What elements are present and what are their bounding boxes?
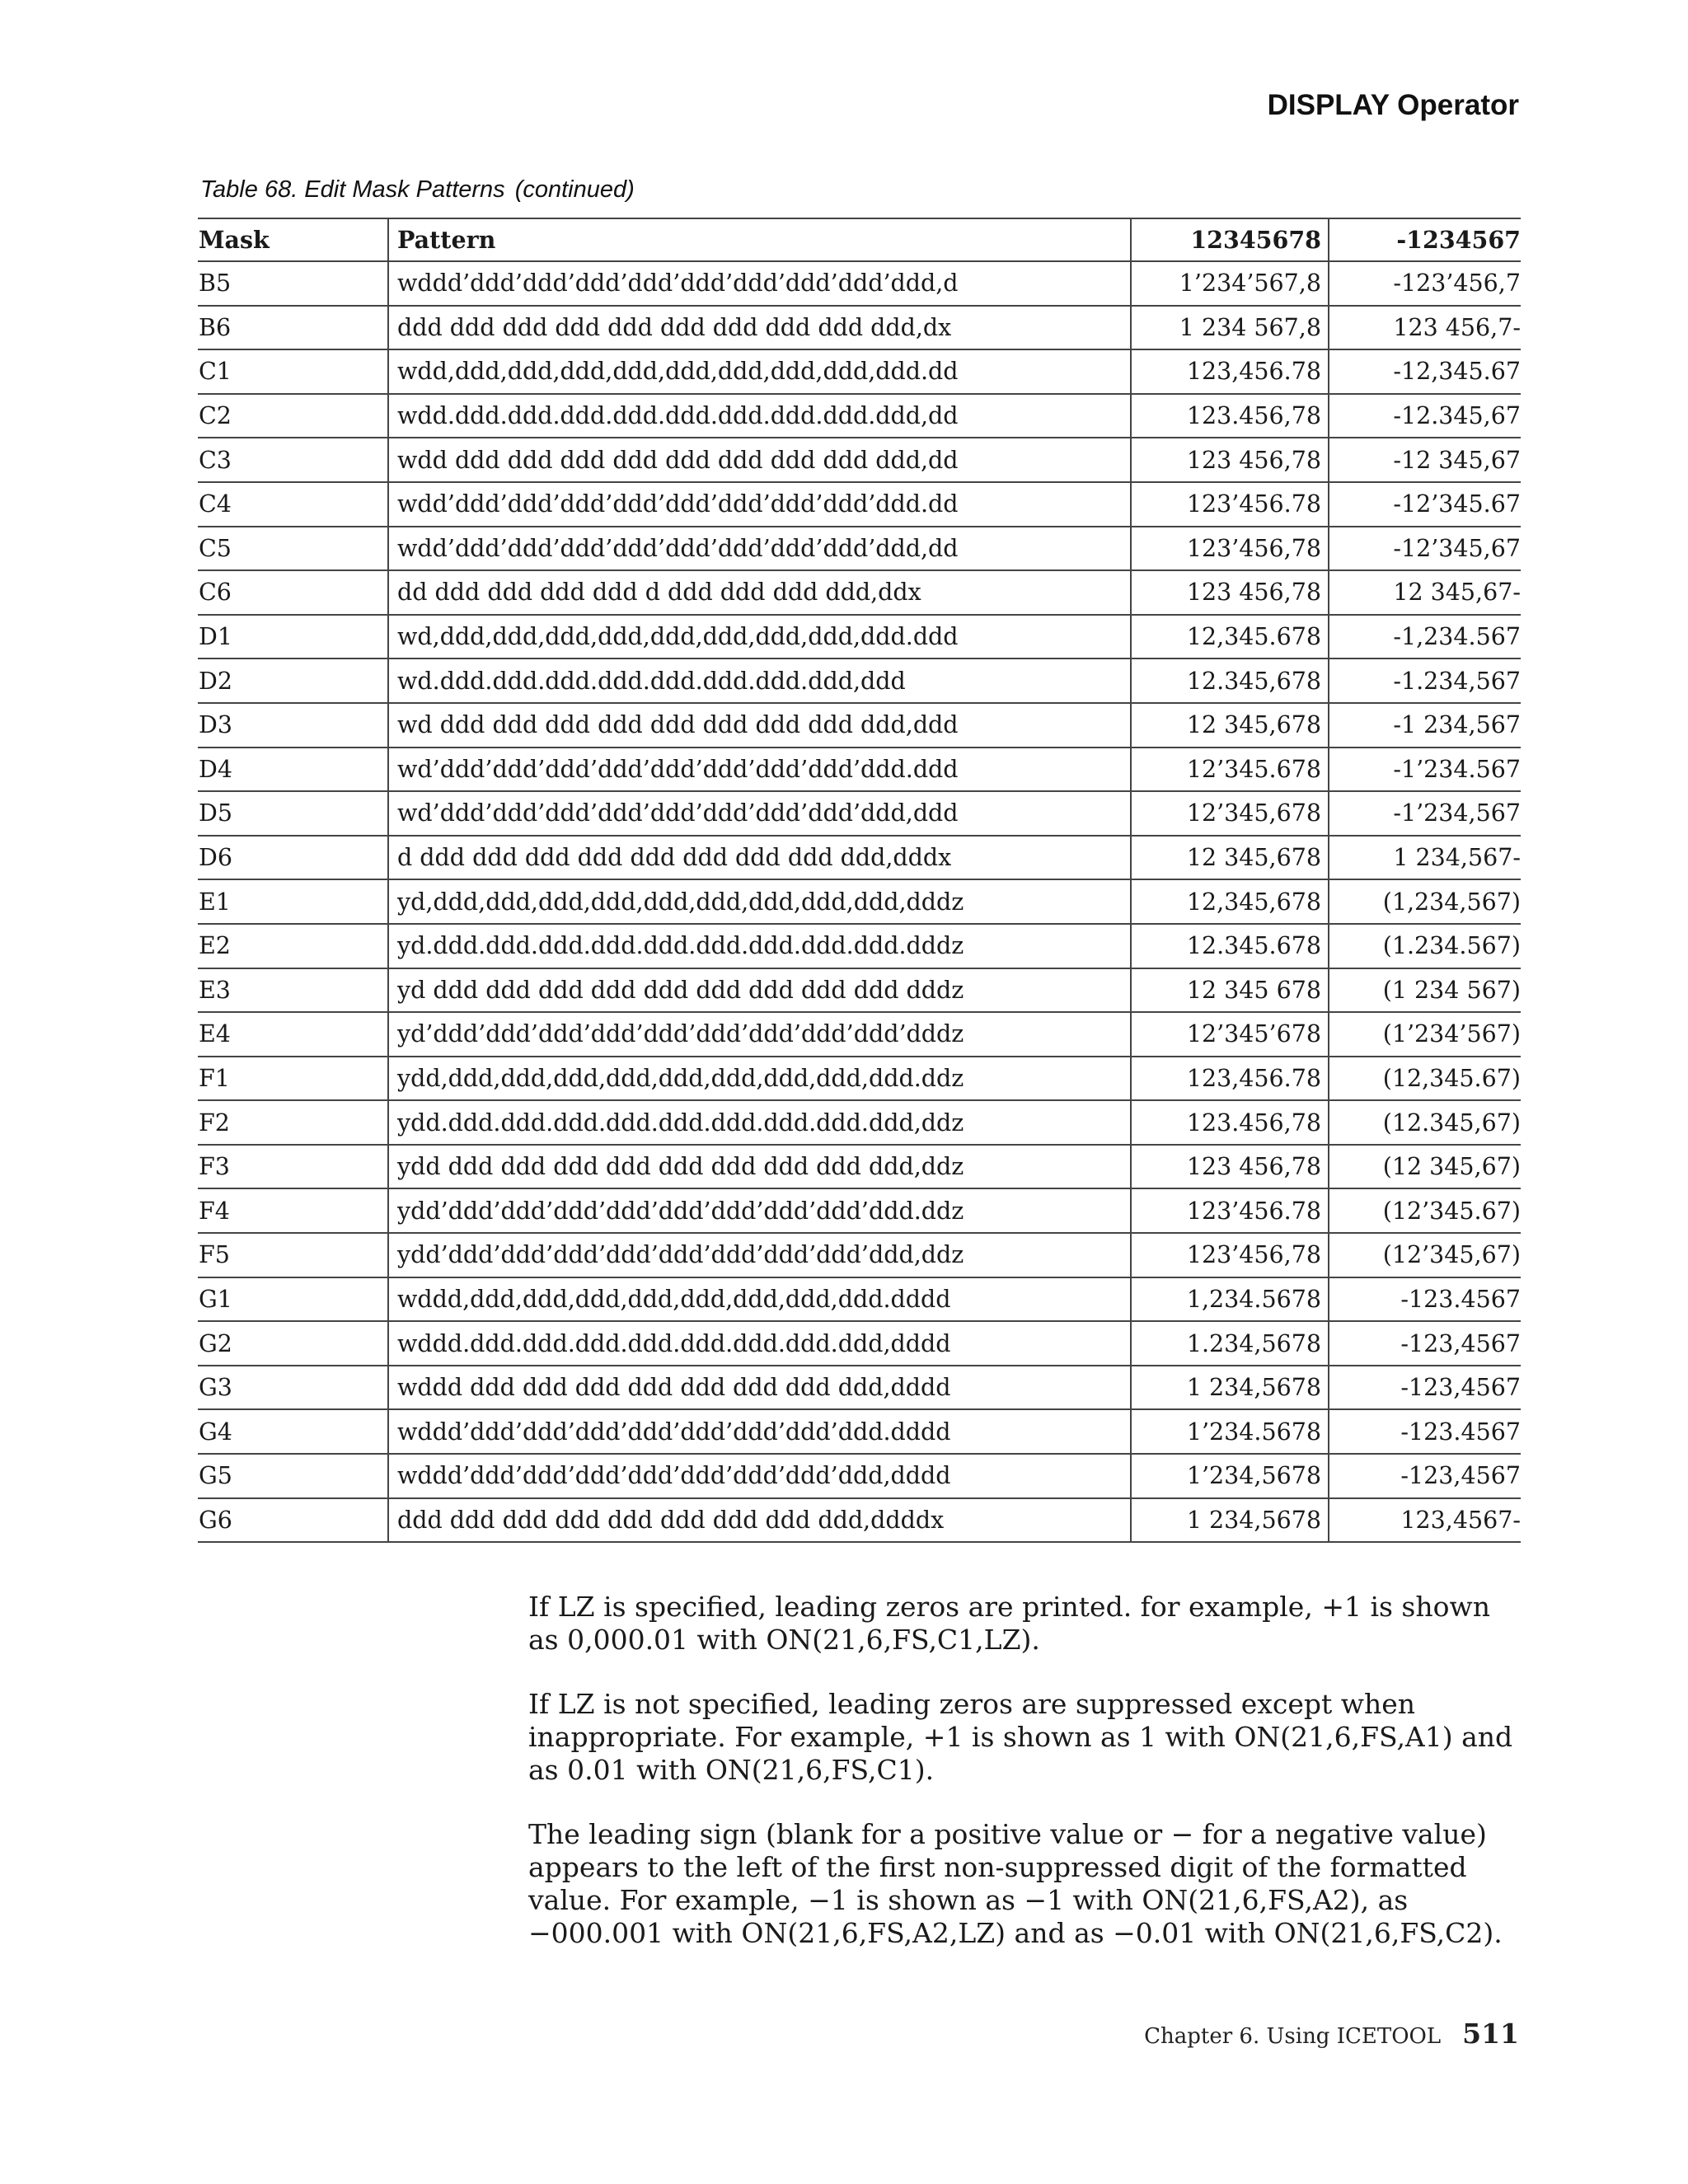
page-footer	[1144, 2018, 1519, 2050]
cell-positive-example: 12,345.678	[1131, 615, 1329, 659]
cell-positive-example: 1 234,5678	[1131, 1366, 1329, 1410]
cell-negative-example: (12,345.67)	[1329, 1057, 1521, 1101]
cell-pattern: wdd.ddd.ddd.ddd.ddd.ddd.ddd.ddd.ddd.ddd,dd	[388, 394, 1131, 438]
cell-positive-example: 1 234,5678	[1131, 1498, 1329, 1543]
cell-negative-example: -123,4567	[1329, 1366, 1521, 1410]
table-row	[198, 748, 1521, 792]
cell-positive-example: 123,456.78	[1131, 349, 1329, 394]
paragraph-leading-sign: The leading sign (blank for a positive value or − for a negative value) appears to the left of the first non-suppressed digit of the formatted value. For example, −1 is shown as −1 with ON(21,6,FS,A2), as −000.001 with ON(21,6,FS,A2,LZ) and as −0.01 with ON(21,6,FS,C2).	[528, 1818, 1503, 1949]
cell-pattern: wd,ddd,ddd,ddd,ddd,ddd,ddd,ddd,ddd,ddd.ddd	[388, 615, 1131, 659]
cell-pattern: wddd’ddd’ddd’ddd’ddd’ddd’ddd’ddd’ddd,dddd	[388, 1454, 1131, 1498]
table-caption-continued: (continued)	[514, 176, 635, 203]
cell-positive-example: 1’234’567,8	[1131, 261, 1329, 306]
table-header-row	[198, 218, 1521, 261]
cell-positive-example: 123’456,78	[1131, 527, 1329, 571]
cell-negative-example: -1,234.567	[1329, 615, 1521, 659]
cell-positive-example: 12 345,678	[1131, 703, 1329, 748]
column-header-positive-example: 12345678	[1131, 218, 1329, 261]
cell-pattern: wdd,ddd,ddd,ddd,ddd,ddd,ddd,ddd,ddd,ddd.dd	[388, 349, 1131, 394]
table-row	[198, 1188, 1521, 1233]
cell-positive-example: 123.456,78	[1131, 1100, 1329, 1145]
cell-positive-example: 123.456,78	[1131, 394, 1329, 438]
running-head-title: DISPLAY Operator	[1267, 89, 1519, 121]
cell-positive-example: 1’234.5678	[1131, 1409, 1329, 1454]
cell-pattern: wddd.ddd.ddd.ddd.ddd.ddd.ddd.ddd.ddd,dddd	[388, 1321, 1131, 1366]
cell-mask: D2	[198, 658, 388, 703]
cell-mask: E3	[198, 968, 388, 1013]
cell-pattern: wddd,ddd,ddd,ddd,ddd,ddd,ddd,ddd,ddd.dddd	[388, 1277, 1131, 1322]
table-row	[198, 1321, 1521, 1366]
cell-positive-example: 1.234,5678	[1131, 1321, 1329, 1366]
cell-positive-example: 123,456.78	[1131, 1057, 1329, 1101]
cell-mask: G4	[198, 1409, 388, 1454]
cell-positive-example: 1,234.5678	[1131, 1277, 1329, 1322]
table-row	[198, 1454, 1521, 1498]
cell-mask: C3	[198, 438, 388, 482]
cell-negative-example: (12.345,67)	[1329, 1100, 1521, 1145]
cell-positive-example: 1’234,5678	[1131, 1454, 1329, 1498]
cell-negative-example: (1’234’567)	[1329, 1012, 1521, 1057]
cell-mask: D4	[198, 748, 388, 792]
column-header-mask: Mask	[198, 218, 388, 261]
cell-pattern: yd ddd ddd ddd ddd ddd ddd ddd ddd ddd dddz	[388, 968, 1131, 1013]
cell-pattern: yd.ddd.ddd.ddd.ddd.ddd.ddd.ddd.ddd.ddd.dddz	[388, 924, 1131, 968]
cell-pattern: wd’ddd’ddd’ddd’ddd’ddd’ddd’ddd’ddd’ddd,ddd	[388, 791, 1131, 836]
cell-negative-example: -123,4567	[1329, 1321, 1521, 1366]
cell-pattern: ydd’ddd’ddd’ddd’ddd’ddd’ddd’ddd’ddd’ddd.ddz	[388, 1188, 1131, 1233]
cell-mask: F4	[198, 1188, 388, 1233]
cell-positive-example: 12 345 678	[1131, 968, 1329, 1013]
cell-negative-example: -12 345,67	[1329, 438, 1521, 482]
cell-pattern: wddd’ddd’ddd’ddd’ddd’ddd’ddd’ddd’ddd’ddd,d	[388, 261, 1131, 306]
cell-mask: F2	[198, 1100, 388, 1145]
paragraph-lz-specified: If LZ is specified, leading zeros are printed. for example, +1 is shown as 0,000.01 with ON(21,6,FS,C1,LZ).	[528, 1591, 1490, 1656]
cell-negative-example: (1,234,567)	[1329, 879, 1521, 924]
cell-pattern: wddd’ddd’ddd’ddd’ddd’ddd’ddd’ddd’ddd.dddd	[388, 1409, 1131, 1454]
cell-mask: E2	[198, 924, 388, 968]
cell-pattern: dd ddd ddd ddd ddd d ddd ddd ddd ddd,ddx	[388, 570, 1131, 615]
cell-negative-example: -1 234,567	[1329, 703, 1521, 748]
cell-mask: E4	[198, 1012, 388, 1057]
cell-mask: G3	[198, 1366, 388, 1410]
cell-negative-example: 12 345,67-	[1329, 570, 1521, 615]
cell-positive-example: 123 456,78	[1131, 438, 1329, 482]
cell-positive-example: 1 234 567,8	[1131, 306, 1329, 350]
footer-chapter: Chapter 6. Using ICETOOL	[1144, 2024, 1442, 2049]
page-number: 511	[1462, 2018, 1519, 2050]
cell-negative-example: -123’456,7	[1329, 261, 1521, 306]
body-text	[528, 1591, 1526, 1981]
cell-positive-example: 123 456,78	[1131, 1145, 1329, 1189]
cell-mask: C5	[198, 527, 388, 571]
cell-pattern: wd’ddd’ddd’ddd’ddd’ddd’ddd’ddd’ddd’ddd.ddd	[388, 748, 1131, 792]
cell-positive-example: 12’345,678	[1131, 791, 1329, 836]
cell-negative-example: -12.345,67	[1329, 394, 1521, 438]
table-row	[198, 1277, 1521, 1322]
cell-mask: G6	[198, 1498, 388, 1543]
cell-negative-example: (1 234 567)	[1329, 968, 1521, 1013]
cell-pattern: yd,ddd,ddd,ddd,ddd,ddd,ddd,ddd,ddd,ddd,dddz	[388, 879, 1131, 924]
cell-positive-example: 123’456,78	[1131, 1233, 1329, 1277]
cell-positive-example: 12’345’678	[1131, 1012, 1329, 1057]
cell-positive-example: 123’456.78	[1131, 482, 1329, 527]
cell-negative-example: (12’345,67)	[1329, 1233, 1521, 1277]
cell-pattern: d ddd ddd ddd ddd ddd ddd ddd ddd ddd,dddx	[388, 836, 1131, 880]
cell-negative-example: -123.4567	[1329, 1277, 1521, 1322]
cell-mask: G2	[198, 1321, 388, 1366]
paragraph-lz-not-specified: If LZ is not specified, leading zeros are suppressed except when inappropriate. For example, +1 is shown as 1 with ON(21,6,FS,A1) and as 0.01 with ON(21,6,FS,C1).	[528, 1688, 1513, 1786]
cell-negative-example: -1’234,567	[1329, 791, 1521, 836]
table-caption-text: Table 68. Edit Mask Patterns	[200, 176, 505, 203]
cell-positive-example: 12.345,678	[1131, 658, 1329, 703]
table-row	[198, 349, 1521, 394]
cell-negative-example: (12’345.67)	[1329, 1188, 1521, 1233]
cell-negative-example: -12,345.67	[1329, 349, 1521, 394]
cell-pattern: ydd,ddd,ddd,ddd,ddd,ddd,ddd,ddd,ddd,ddd.ddz	[388, 1057, 1131, 1101]
table-row	[198, 791, 1521, 836]
cell-positive-example: 12,345,678	[1131, 879, 1329, 924]
cell-negative-example: (12 345,67)	[1329, 1145, 1521, 1189]
cell-mask: B5	[198, 261, 388, 306]
cell-pattern: ddd ddd ddd ddd ddd ddd ddd ddd ddd,ddddx	[388, 1498, 1131, 1543]
cell-pattern: wd ddd ddd ddd ddd ddd ddd ddd ddd ddd,ddd	[388, 703, 1131, 748]
table-row	[198, 1145, 1521, 1189]
cell-pattern: wddd ddd ddd ddd ddd ddd ddd ddd ddd,dddd	[388, 1366, 1131, 1410]
cell-pattern: ddd ddd ddd ddd ddd ddd ddd ddd ddd ddd,dx	[388, 306, 1131, 350]
cell-mask: G5	[198, 1454, 388, 1498]
cell-pattern: wd.ddd.ddd.ddd.ddd.ddd.ddd.ddd.ddd,ddd	[388, 658, 1131, 703]
table-row	[198, 394, 1521, 438]
table-row	[198, 527, 1521, 571]
table-row	[198, 658, 1521, 703]
cell-negative-example: 123 456,7-	[1329, 306, 1521, 350]
cell-mask: C6	[198, 570, 388, 615]
cell-mask: F3	[198, 1145, 388, 1189]
table-row	[198, 968, 1521, 1013]
table-row	[198, 1012, 1521, 1057]
cell-mask: C1	[198, 349, 388, 394]
cell-negative-example: -123.4567	[1329, 1409, 1521, 1454]
cell-mask: E1	[198, 879, 388, 924]
cell-negative-example: -1.234,567	[1329, 658, 1521, 703]
table-row	[198, 1409, 1521, 1454]
cell-positive-example: 123 456,78	[1131, 570, 1329, 615]
cell-negative-example: -12’345,67	[1329, 527, 1521, 571]
table-row	[198, 924, 1521, 968]
table-caption	[200, 176, 635, 204]
cell-negative-example: -12’345.67	[1329, 482, 1521, 527]
table-row	[198, 438, 1521, 482]
cell-mask: D6	[198, 836, 388, 880]
cell-negative-example: (1.234.567)	[1329, 924, 1521, 968]
cell-positive-example: 12.345.678	[1131, 924, 1329, 968]
table-row	[198, 570, 1521, 615]
cell-mask: F1	[198, 1057, 388, 1101]
table-row	[198, 306, 1521, 350]
cell-mask: D1	[198, 615, 388, 659]
cell-mask: G1	[198, 1277, 388, 1322]
cell-negative-example: 1 234,567-	[1329, 836, 1521, 880]
cell-pattern: ydd.ddd.ddd.ddd.ddd.ddd.ddd.ddd.ddd.ddd,ddz	[388, 1100, 1131, 1145]
cell-pattern: wdd’ddd’ddd’ddd’ddd’ddd’ddd’ddd’ddd’ddd,dd	[388, 527, 1131, 571]
table-row	[198, 1057, 1521, 1101]
cell-positive-example: 12’345.678	[1131, 748, 1329, 792]
cell-mask: B6	[198, 306, 388, 350]
table-row	[198, 836, 1521, 880]
cell-pattern: wdd’ddd’ddd’ddd’ddd’ddd’ddd’ddd’ddd’ddd.dd	[388, 482, 1131, 527]
cell-mask: D5	[198, 791, 388, 836]
table-row	[198, 1498, 1521, 1543]
table-row	[198, 482, 1521, 527]
cell-mask: F5	[198, 1233, 388, 1277]
table-row	[198, 879, 1521, 924]
cell-negative-example: 123,4567-	[1329, 1498, 1521, 1543]
cell-positive-example: 123’456.78	[1131, 1188, 1329, 1233]
cell-pattern: ydd’ddd’ddd’ddd’ddd’ddd’ddd’ddd’ddd’ddd,ddz	[388, 1233, 1131, 1277]
table-row	[198, 703, 1521, 748]
table-row	[198, 261, 1521, 306]
table-row	[198, 615, 1521, 659]
cell-positive-example: 12 345,678	[1131, 836, 1329, 880]
table-row	[198, 1233, 1521, 1277]
edit-mask-table	[198, 218, 1521, 1543]
table-body	[198, 261, 1521, 1542]
table-row	[198, 1100, 1521, 1145]
cell-mask: C2	[198, 394, 388, 438]
cell-pattern: wdd ddd ddd ddd ddd ddd ddd ddd ddd ddd,dd	[388, 438, 1131, 482]
cell-pattern: yd’ddd’ddd’ddd’ddd’ddd’ddd’ddd’ddd’ddd’dddz	[388, 1012, 1131, 1057]
column-header-negative-example: -1234567	[1329, 218, 1521, 261]
cell-negative-example: -1’234.567	[1329, 748, 1521, 792]
cell-mask: D3	[198, 703, 388, 748]
cell-negative-example: -123,4567	[1329, 1454, 1521, 1498]
cell-pattern: ydd ddd ddd ddd ddd ddd ddd ddd ddd ddd,ddz	[388, 1145, 1131, 1189]
cell-mask: C4	[198, 482, 388, 527]
column-header-pattern: Pattern	[388, 218, 1131, 261]
table-row	[198, 1366, 1521, 1410]
